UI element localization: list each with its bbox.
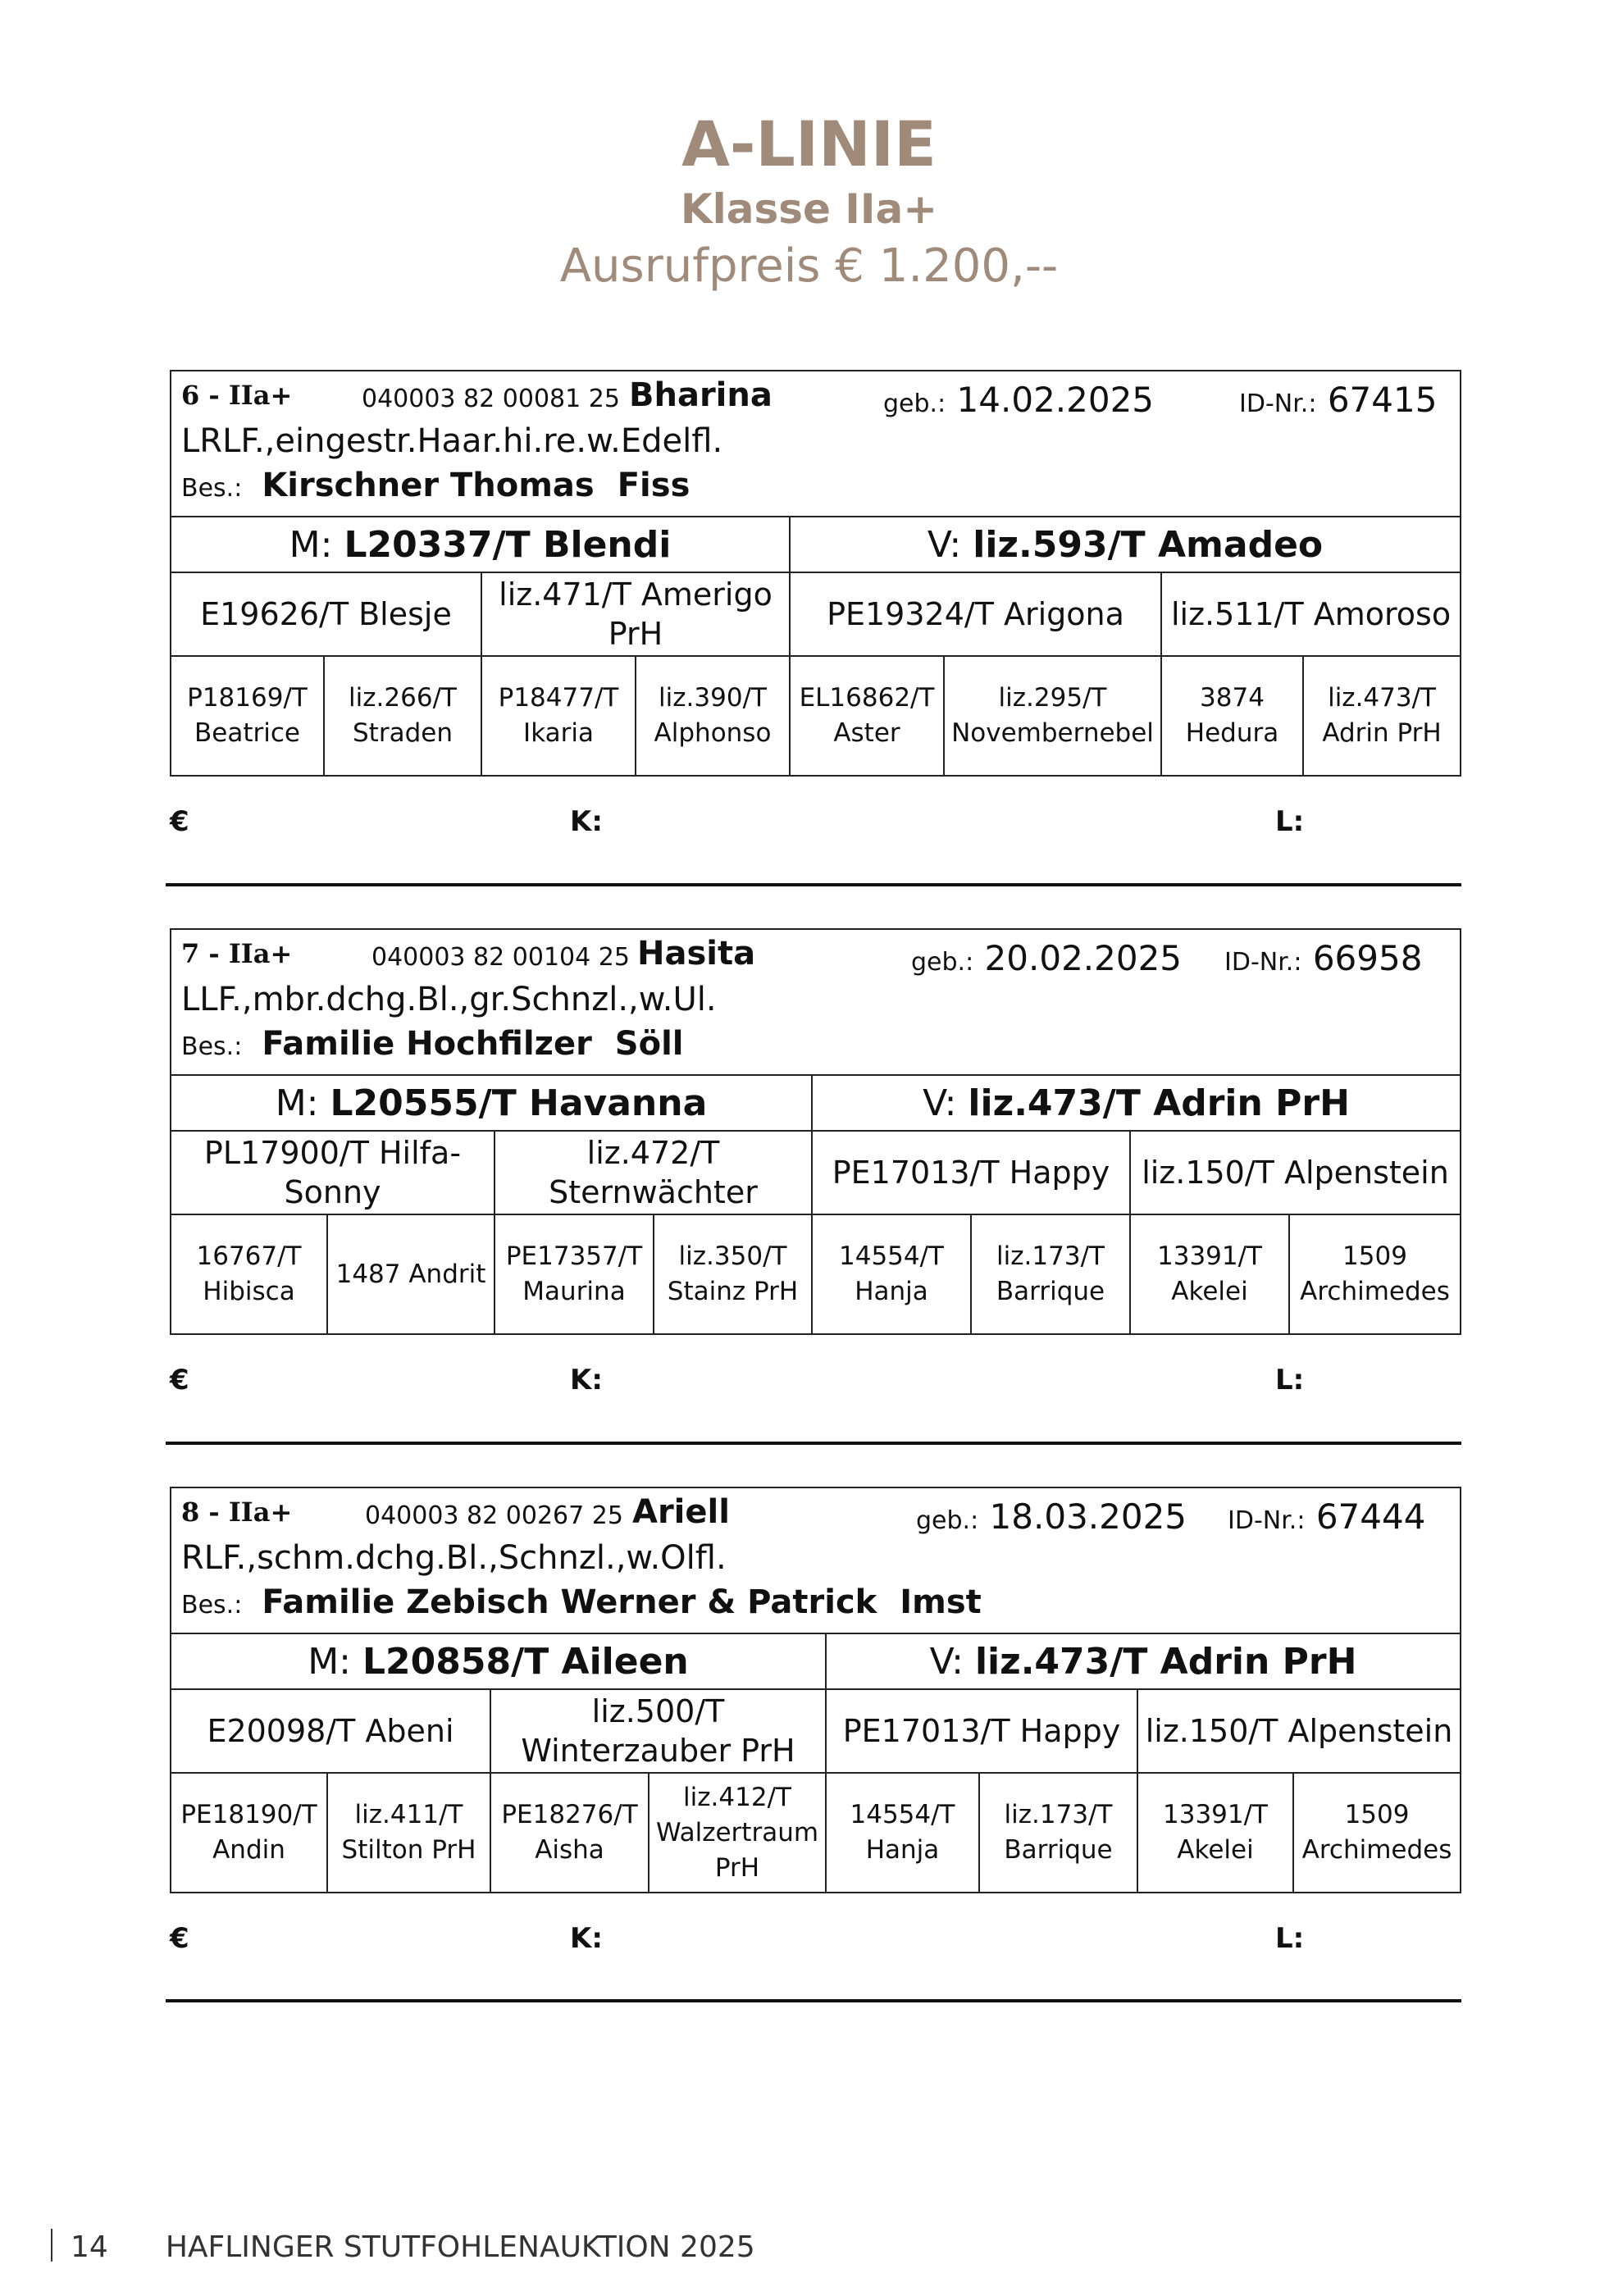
great-grandparent-cell: liz.295/T Novembernebel [944,656,1161,776]
dam-label: M: [275,1082,319,1124]
auction-result-line [170,1922,1460,1971]
pedigree-table [170,928,1461,1335]
id-number [1239,380,1437,420]
great-grandparent-cell: 13391/T Akelei [1130,1214,1289,1334]
l-label: L: [1275,1922,1305,1955]
line-title: A-LINIE [681,107,937,180]
great-grandparent-cell: PE18190/T Andin [171,1773,327,1893]
dam-label: M: [289,523,333,566]
grandparent-cell: liz.150/T Alpenstein [1130,1131,1461,1214]
sire-cell [790,517,1461,572]
horse-name: Hasita [637,935,756,973]
id-value: 67415 [1327,380,1438,420]
great-grandparent-cell: P18169/T Beatrice [171,656,324,776]
dam-cell [171,517,790,572]
grandparent-cell: liz.511/T Amoroso [1161,572,1461,656]
pedigree-table [170,370,1461,777]
sire-name: liz.473/T Adrin PrH [974,1640,1357,1683]
great-grandparent-cell: 3874 Hedura [1161,656,1303,776]
birth-label: geb.: [911,948,974,977]
horse-name: Ariell [632,1493,730,1531]
id-number [1228,1496,1425,1537]
catalog-number: 7 - IIa+ [181,938,293,969]
dam-name: L20858/T Aileen [362,1640,689,1683]
life-number: 040003 82 00104 25 [371,943,630,972]
owner-location: Imst [900,1583,982,1621]
id-number [1224,938,1422,978]
foal-info [171,929,1461,1075]
sire-name: liz.473/T Adrin PrH [968,1082,1350,1124]
id-value: 67444 [1315,1496,1426,1537]
buyer-label: K: [570,1922,603,1955]
great-grandparent-cell: PE18276/T Aisha [490,1773,649,1893]
grandparent-cell: liz.500/T Winterzauber PrH [490,1689,826,1773]
dam-label: M: [308,1640,352,1683]
dam-cell [171,1633,826,1689]
owner-name: Familie Hochfilzer [262,1025,592,1063]
dam-name: L20337/T Blendi [344,523,672,566]
page-footer [51,2229,755,2264]
dam-cell [171,1075,812,1131]
horse-name: Bharina [629,376,773,414]
birth-label: geb.: [883,390,946,418]
owner-location: Söll [614,1025,684,1063]
great-grandparent-cell: 1509 Archimedes [1293,1773,1461,1893]
great-grandparent-cell: PE17357/T Maurina [495,1214,654,1334]
catalog-number: 6 - IIa+ [181,380,293,411]
great-grandparent-cell: 14554/T Hanja [826,1773,979,1893]
auction-entry [170,370,1460,777]
publication-title: HAFLINGER STUTFOHLENAUKTION 2025 [165,2230,755,2264]
catalog-number: 8 - IIa+ [181,1496,293,1528]
great-grandparent-cell: EL16862/T Aster [790,656,944,776]
great-grandparent-cell: liz.411/T Stilton PrH [327,1773,490,1893]
separator-line [166,883,1461,886]
page-number: 14 [71,2230,108,2264]
page-header [0,107,1618,297]
sire-name: liz.593/T Amadeo [973,523,1324,566]
owner-label: Bes.: [181,474,243,503]
id-label: ID-Nr.: [1228,1506,1306,1535]
life-number: 040003 82 00267 25 [365,1501,623,1530]
sire-cell [826,1633,1461,1689]
owner-name: Kirschner Thomas [262,467,595,504]
birth-date [916,1496,1187,1537]
euro-label: € [170,1922,189,1955]
sire-cell [812,1075,1461,1131]
birth-value: 18.03.2025 [989,1496,1187,1537]
id-label: ID-Nr.: [1224,948,1302,977]
separator-line [166,1442,1461,1445]
great-grandparent-cell: 13391/T Akelei [1137,1773,1293,1893]
grandparent-cell: liz.471/T Amerigo PrH [481,572,790,656]
owner-line [181,1580,1450,1628]
grandparent-cell: PE17013/T Happy [826,1689,1137,1773]
foal-info [171,1487,1461,1633]
euro-label: € [170,1364,189,1396]
pedigree-table [170,1487,1461,1893]
birth-value: 14.02.2025 [956,380,1155,420]
great-grandparent-cell: 14554/T Hanja [812,1214,971,1334]
grandparent-cell: PL17900/T Hilfa-Sonny [171,1131,495,1214]
great-grandparent-cell: liz.412/T Walzertraum PrH [649,1773,826,1893]
id-value: 66958 [1312,938,1423,978]
owner-line [181,463,1450,511]
birth-label: geb.: [916,1506,979,1535]
grandparent-cell: E19626/T Blesje [171,572,481,656]
sire-label: V: [929,1640,964,1683]
starting-price: Ausrufpreis € 1.200,-- [559,239,1059,293]
grandparent-cell: PE17013/T Happy [812,1131,1130,1214]
birth-date [883,380,1154,420]
buyer-label: K: [570,1364,603,1396]
auction-result-line [170,805,1460,854]
markings-description: RLF.,schm.dchg.Bl.,Schnzl.,w.Olfl. [181,1539,727,1577]
owner-label: Bes.: [181,1591,243,1620]
birth-date [911,938,1182,978]
footer-divider [51,2229,52,2262]
sire-label: V: [927,523,962,566]
id-label: ID-Nr.: [1239,390,1317,418]
grandparent-cell: liz.472/T Sternwächter [495,1131,812,1214]
life-number: 040003 82 00081 25 [362,385,620,413]
great-grandparent-cell: liz.173/T Barrique [971,1214,1130,1334]
l-label: L: [1275,805,1305,838]
great-grandparent-cell: P18477/T Ikaria [481,656,636,776]
euro-label: € [170,805,189,838]
great-grandparent-cell: liz.350/T Stainz PrH [654,1214,812,1334]
grandparent-cell: E20098/T Abeni [171,1689,490,1773]
owner-label: Bes.: [181,1032,243,1061]
birth-value: 20.02.2025 [984,938,1183,978]
great-grandparent-cell: liz.473/T Adrin PrH [1303,656,1461,776]
foal-info [171,371,1461,517]
l-label: L: [1275,1364,1305,1396]
separator-line [166,1999,1461,2002]
great-grandparent-cell: liz.266/T Straden [324,656,481,776]
sire-label: V: [923,1082,957,1124]
grandparent-cell: liz.150/T Alpenstein [1137,1689,1461,1773]
class-title: Klasse IIa+ [680,185,938,233]
great-grandparent-cell: 16767/T Hibisca [171,1214,327,1334]
owner-location: Fiss [617,467,690,504]
auction-entry [170,928,1460,1335]
markings-description: LLF.,mbr.dchg.Bl.,gr.Schnzl.,w.Ul. [181,981,717,1018]
great-grandparent-cell: 1487 Andrit [327,1214,495,1334]
owner-name: Familie Zebisch Werner & Patrick [262,1583,877,1621]
auction-result-line [170,1364,1460,1413]
great-grandparent-cell: liz.173/T Barrique [979,1773,1137,1893]
markings-description: LRLF.,eingestr.Haar.hi.re.w.Edelfl. [181,422,723,460]
grandparent-cell: PE19324/T Arigona [790,572,1161,656]
owner-line [181,1022,1450,1069]
auction-entry [170,1487,1460,1893]
buyer-label: K: [570,805,603,838]
dam-name: L20555/T Havanna [330,1082,708,1124]
great-grandparent-cell: liz.390/T Alphonso [636,656,790,776]
great-grandparent-cell: 1509 Archimedes [1289,1214,1461,1334]
